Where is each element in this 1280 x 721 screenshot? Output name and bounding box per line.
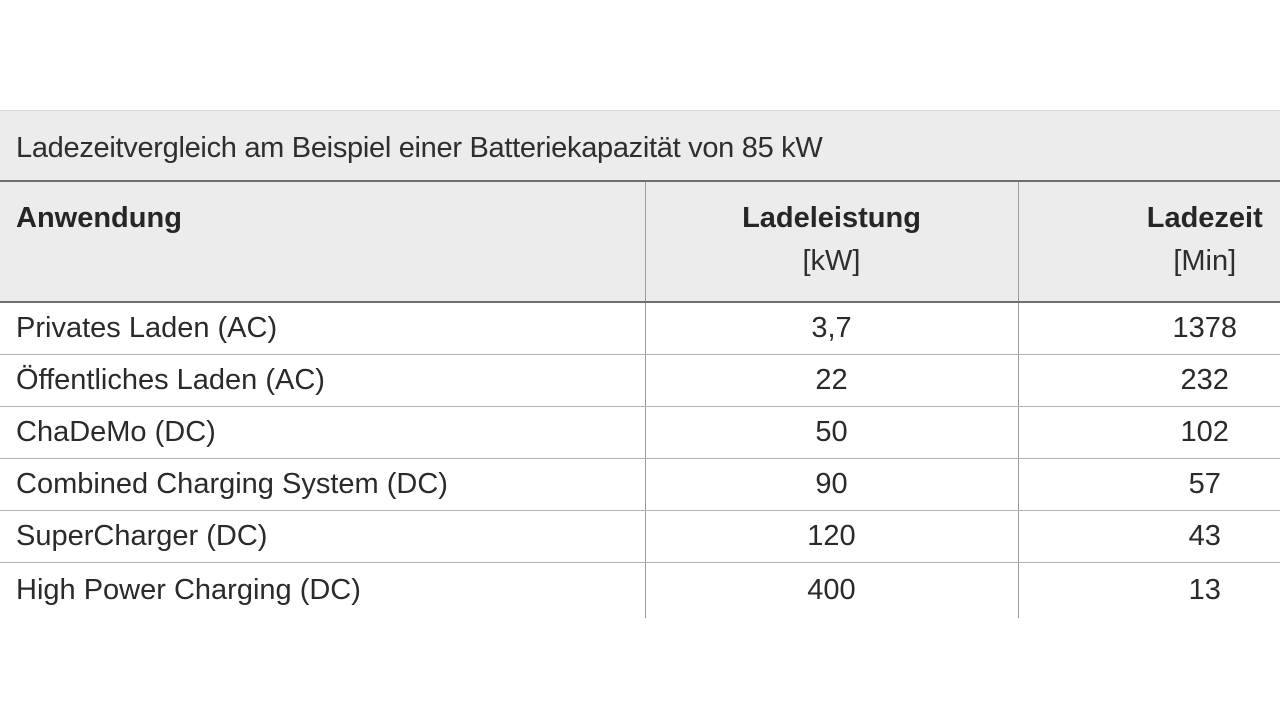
header-ladeleistung-label: Ladeleistung <box>742 202 921 234</box>
header-ladeleistung <box>645 182 1018 302</box>
cell-ladezeit: 13 <box>1188 574 1221 606</box>
cell-anwendung: High Power Charging (DC) <box>0 562 645 618</box>
table-row <box>0 354 1280 406</box>
cell-ladeleistung: 400 <box>645 562 1018 618</box>
table-row <box>0 458 1280 510</box>
cell-anwendung: ChaDeMo (DC) <box>0 406 645 458</box>
header-anwendung <box>0 182 645 302</box>
cell-ladeleistung: 22 <box>645 354 1018 406</box>
header-row <box>0 182 1280 302</box>
cell-anwendung: SuperCharger (DC) <box>0 510 645 562</box>
table-header <box>0 182 1280 302</box>
table-row <box>0 562 1280 618</box>
header-ladezeit-label: Ladezeit <box>1146 202 1263 234</box>
header-ladeleistung-unit: [kW] <box>802 245 861 277</box>
header-anwendung-label: Anwendung <box>16 202 182 234</box>
table-row <box>0 510 1280 562</box>
cell-ladezeit: 102 <box>1018 406 1280 458</box>
cell-ladeleistung: 120 <box>645 510 1018 562</box>
table-row <box>0 302 1280 354</box>
cell-ladezeit: 1378 <box>1018 302 1280 354</box>
charging-time-table <box>0 110 1280 618</box>
cell-anwendung: Öffentliches Laden (AC) <box>0 354 645 406</box>
data-table <box>0 182 1280 618</box>
table-row <box>0 406 1280 458</box>
cell-anwendung: Combined Charging System (DC) <box>0 458 645 510</box>
table-body <box>0 302 1280 618</box>
cell-ladeleistung: 50 <box>645 406 1018 458</box>
cell-ladeleistung: 90 <box>645 458 1018 510</box>
cell-anwendung: Privates Laden (AC) <box>0 302 645 354</box>
cell-ladezeit: 43 <box>1018 510 1280 562</box>
header-ladezeit-unit: [Min] <box>1173 245 1237 277</box>
table-caption: Ladezeitvergleich am Beispiel einer Batteriekapazität von 85 kW <box>0 110 1280 182</box>
header-ladezeit <box>1018 182 1280 302</box>
cell-ladeleistung: 3,7 <box>645 302 1018 354</box>
cell-ladezeit: 232 <box>1018 354 1280 406</box>
cell-ladezeit: 57 <box>1018 458 1280 510</box>
